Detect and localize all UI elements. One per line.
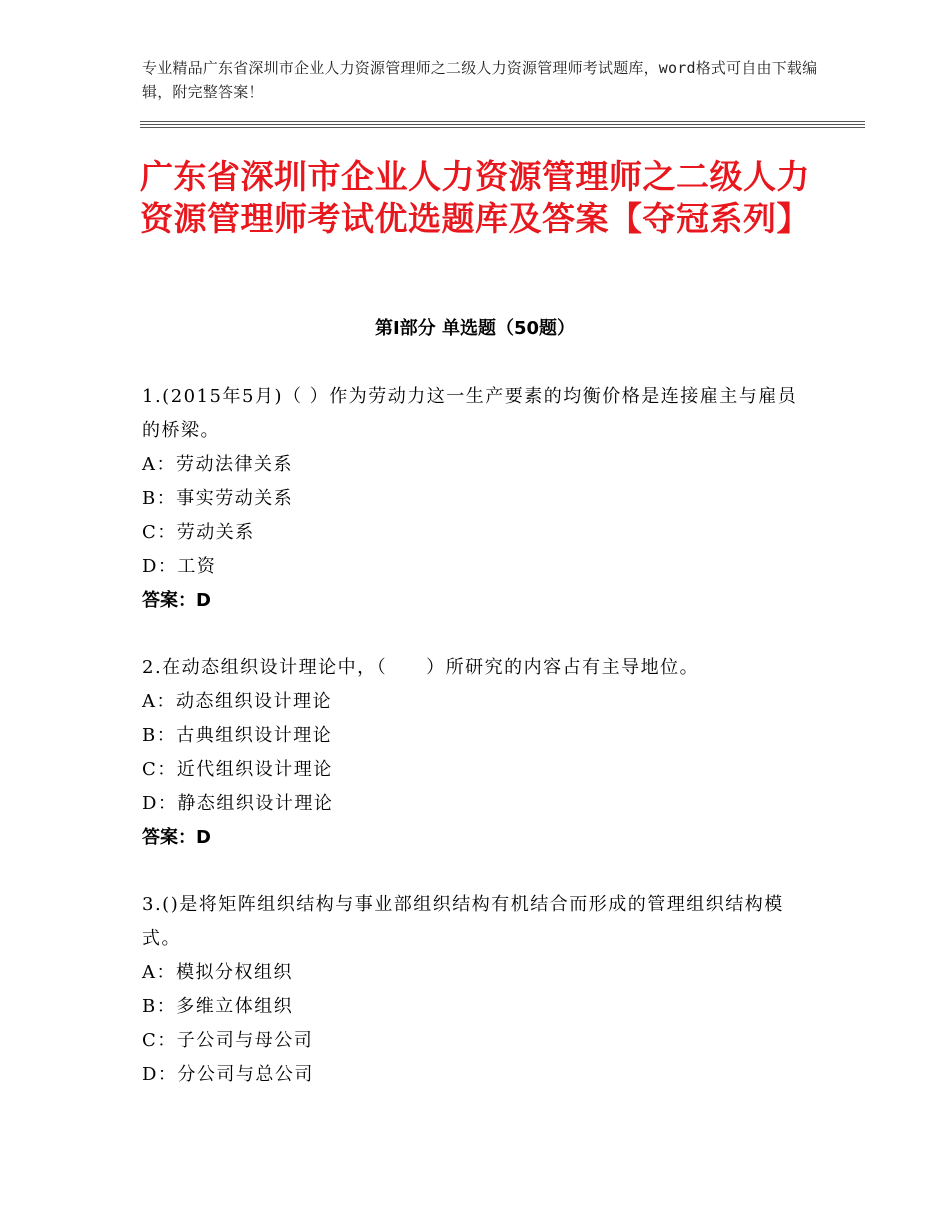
divider-line	[140, 124, 865, 125]
option-a: A：动态组织设计理论	[142, 691, 332, 712]
option-c: C：子公司与母公司	[142, 1030, 314, 1051]
option-c: C：近代组织设计理论	[142, 759, 333, 780]
answer: 答案：D	[142, 827, 211, 848]
section-heading: 第Ⅰ部分 单选题（50题）	[374, 318, 575, 339]
question-stem: 1.(2015年5月)（ ）作为劳动力这一生产要素的均衡价格是连接雇主与雇员的桥梁。	[142, 386, 798, 441]
question-3	[142, 888, 802, 1092]
document-title: 广东省深圳市企业人力资源管理师之二级人力资源管理师考试优选题库及答案【夺冠系列】	[140, 157, 810, 238]
option-d: D：分公司与总公司	[142, 1064, 314, 1085]
divider-line	[140, 121, 865, 122]
question-stem: 2.在动态组织设计理论中，（ ）所研究的内容占有主导地位。	[142, 657, 700, 678]
answer: 答案：D	[142, 590, 211, 611]
question-2	[142, 651, 802, 855]
option-b: B：多维立体组织	[142, 996, 294, 1017]
option-b: B：古典组织设计理论	[142, 725, 333, 746]
question-list	[142, 380, 802, 1092]
option-a: A：模拟分权组织	[142, 962, 293, 983]
question-1	[142, 380, 802, 618]
divider-line	[140, 127, 865, 128]
option-d: D：工资	[142, 556, 217, 577]
header-note: 专业精品广东省深圳市企业人力资源管理师之二级人力资源管理师考试题库，word格式可自由下载编辑，附完整答案！	[142, 59, 818, 101]
option-b: B：事实劳动关系	[142, 488, 294, 509]
option-c: C：劳动关系	[142, 522, 255, 543]
question-stem: 3.()是将矩阵组织结构与事业部组织结构有机结合而形成的管理组织结构模式。	[142, 894, 784, 949]
option-d: D：静态组织设计理论	[142, 793, 334, 814]
option-a: A：劳动法律关系	[142, 454, 293, 475]
